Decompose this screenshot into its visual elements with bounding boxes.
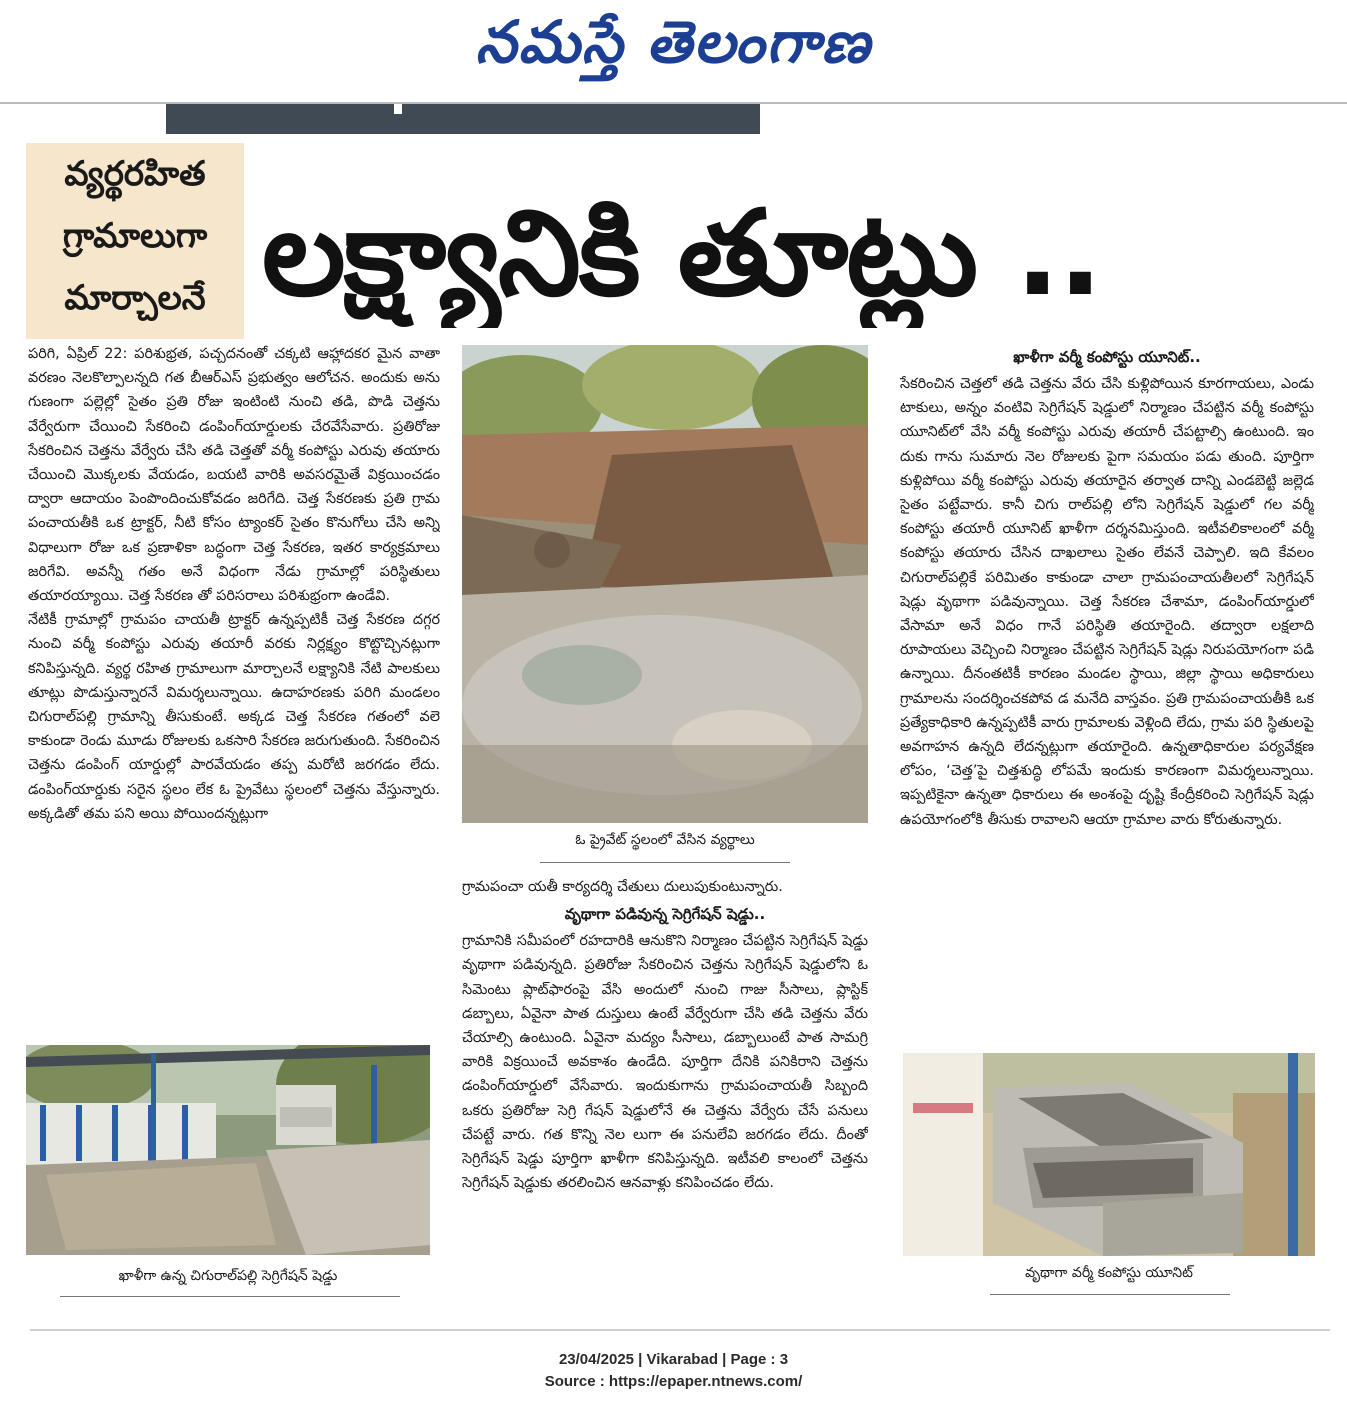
article-paragraph: గ్రామానికి సమీపంలో రహదారికి ఆనుకొని నిర్మాణం చేపట్టిన సెగ్రిగేషన్ షెడ్డు వృథాగా పడివున్నది. ప్రతిరోజు సేకరించిన చెత్తను సెగ్రిగేషన్ షెడ్డులోని ఓ సిమెంటు ప్లాట్‌ఫారంపై వేసి అందులో నుంచి గాజు సీసాలు, ప్లాస్టిక్ డబ్బాలు, ఏవైనా పాత దుస్తులు ఉంటే వేర్వేరుగా చేసి తడి చెత్తను వేరు చేయాల్సి ఉంటుంది. ఏవైనా మద్యం సీసాలు, డబ్బాలుంటే పాత సామగ్రి వారికి విక్రయించే అవకాశం ఉండేది. పూర్తిగా దేనికి పనికిరాని చెత్తను డంపింగ్‌యార్డులో వేసేవారు. ఇందుకుగాను గ్రామపంచాయతీ సిబ్బంది ఒకరు ప్రతిరోజు సెగ్రి గేషన్ షెడ్డులోనే ఈ చెత్తను వేర్వేరు చేసే పనులు చేపట్టే వారు. గత కొన్ని నెల లుగా ఈ పనులేవి జరగడం లేదు. దీంతో సెగ్రిగేషన్ షెడ్డు పూర్తిగా ఖాళీగా కనిపిస్తున్నది. ఇటీవలి కాలంలో చెత్తను సెగ్రిగేషన్ షెడ్డుకు తరలించిన ఆనవాళ్లు కనిపించడం లేదు. (462, 933, 868, 1192)
kicker-line: గ్రామాలుగా (62, 216, 208, 256)
photo-vermi-compost-unit (903, 1053, 1315, 1256)
segregation-shed-image (26, 1045, 430, 1255)
article-paragraph: పరిగి, ఏప్రిల్ 22: పరిశుభ్రత, పచ్చదనంతో చక్కటి ఆహ్లాదకర మైన వాతా వరణం నెలకొల్పాలన్నది గత బీఆర్ఎస్ ప్రభుత్వం ఆలోచన. అందుకు అను గుణంగా పల్లెల్లో సైతం ప్రతి రోజు ఇంటింటి నుంచి తడి, పొడి చెత్తను వేర్వేరుగా చేయించి సేకరించి డంపింగ్‌యార్డులకు చేరవేసేవారు. ప్రతిరోజు సేకరించిన చెత్తను వేర్వేరు చేసి తడి చెత్తతో వర్మీ కంపోస్టు ఎరువు తయారు చేయించి మొక్కలకు వేయడం, బయటి వారికి అవసరమైతే విక్రయించడం ద్వారా ఆదాయం పెంపొందించుకోవడం జరిగేది. చెత్త సేకరణకు ప్రతి గ్రామ పంచాయతీకి ఒక ట్రాక్టర్, నీటి కోసం ట్యాంకర్ సైతం కొనుగోలు చేసి అన్ని విధాలుగా రోజు ఒక ప్రణాళికా బద్ధంగా చెత్త సేకరణ, ఇతర కార్యక్రమాలు జరిగేవి. అవన్నీ గతం అనే విధంగా నేడు గ్రామాల్లో పరిస్థితులు తయారయ్యాయి. చెత్త సేకరణ తో పరిసరాలు పరిశుభ్రంగా ఉండేవి. (28, 346, 440, 605)
photo-caption-vermi-compost-unit: వృథాగా వర్మీ కంపోస్టు యూనిట్ (1025, 1265, 1193, 1281)
masthead (0, 0, 1347, 100)
footer-edition-info: 23/04/2025 | Vikarabad | Page : 3 (558, 1351, 789, 1368)
article-column-2 (462, 875, 868, 1305)
section-bar-mark (394, 104, 402, 114)
caption-underline (990, 1294, 1230, 1295)
photo-caption-dumping-site: ఓ ప్రైవేట్ స్థలంలో వేసిన వ్యర్థాలు (575, 832, 755, 848)
photo-dumping-site (462, 345, 868, 823)
article-column-1 (28, 342, 440, 1032)
footer-source: Source : https://epaper.ntnews.com/ (544, 1373, 803, 1390)
dumping-site-image (462, 345, 868, 823)
article-paragraph: సేకరించిన చెత్తలో తడి చెత్తను వేరు చేసి కుళ్లిపోయిన కూరగాయలు, ఎండు టాకులు, అన్నం వంటివి సెగ్రిగేషన్ షెడ్డులో నిర్మాణం చేపట్టిన వర్మీ కంపోస్టు యూనిట్‌లో వేసి వర్మీ కంపోస్టు ఎరువు తయారీ చేపట్టాల్సి ఉంటుంది. ఇం దుకు గాను సుమారు నెల రోజులకు పైగా సమయం పడు తుంది. పూర్తిగా కుళ్లిపోయి వర్మీ కంపోస్టు ఎరువు తయారైన తర్వాత దాన్ని ఎండబెట్టి జల్లెడ సైతం పట్టేవారు. కానీ చిగు రాల్‌పల్లి లోని సెగ్రిగేషన్ షెడ్డులో గల వర్మీ కంపోస్టు తయారీ యూనిట్ ఖాళీగా దర్శనమిస్తుంది. ఇటీవలికాలంలో వర్మీ కంపోస్టు తయారు చేసిన దాఖలాలు సైతం లేవనే చెప్పాలి. ఇది కేవలం చిగురాల్‌పల్లికే పరిమితం కాకుండా చాలా గ్రామపంచాయతీలలో సెగ్రిగేషన్ షెడ్లు వృథాగా పడివున్నాయి. చెత్త సేకరణ చేశామా, డంపింగ్‌యార్డులో వేసామా అనే విధం గానే పరిస్థితి తయారైంది. తద్వారా లక్షలాది రూపాయలు వెచ్చించి నిర్మాణం చేపట్టిన సెగ్రిగేషన్ షెడ్లు నిరుపయోగంగా పడి ఉన్నాయి. దీనంతటికీ కారణం మండల స్థాయి, జిల్లా స్థాయి అధికారులు గ్రామాలను సందర్శించకపోవ డ మనేది వాస్తవం. ప్రతి గ్రామపంచాయతీకి ఒక ప్రత్యేకాధికారి ఉన్నప్పటికీ వారు గ్రామాలకు వెళ్లింది లేదు, గ్రామ పరి స్థితులపై అవగాహన ఉన్నది లేదన్నట్లుగా తయారైంది. ఉన్నతాధికారుల పర్యవేక్షణ లోపం, ‘చెత్త’పై చిత్తశుద్ధి లోపమే ఇందుకు కారణంగా విమర్శలున్నాయి. ఇప్పటికైనా ఉన్నతా ధికారులు ఈ అంశంపై దృష్టి కేంద్రీకరించి సెగ్రిగేషన్ షెడ్లు ఉపయోగంలోకి తీసుకు రావాలని ఆయా గ్రామాల వారు కోరుతున్నారు. (900, 376, 1314, 828)
caption-underline (540, 862, 790, 863)
vermi-compost-unit-image (903, 1053, 1315, 1256)
subheading-segregation-shed: వృథాగా పడివున్న సెగ్రిగేషన్ షెడ్డు.. (564, 905, 766, 924)
kicker-line: వ్యర్థరహిత (64, 154, 206, 194)
footer-divider (30, 1329, 1330, 1331)
photo-caption-segregation-shed: ఖాళీగా ఉన్న చిగురాల్‌పల్లి సెగ్రిగేషన్ షెడ్డు (118, 1268, 338, 1284)
article-paragraph: గ్రామపంచా యతీ కార్యదర్శి చేతులు దులుపుకుంటున్నారు. (462, 879, 783, 895)
subheading-vermi-compost: ఖాళీగా వర్మీ కంపోస్టు యూనిట్.. (1013, 348, 1201, 366)
kicker-box (26, 143, 244, 339)
kicker-line: మార్చాలనే (64, 278, 206, 318)
newspaper-logo: నమస్తే తెలంగాణ (475, 8, 872, 76)
photo-segregation-shed (26, 1045, 430, 1255)
section-bar (166, 104, 760, 134)
article-column-3 (900, 342, 1314, 1042)
caption-underline (60, 1296, 400, 1297)
article-paragraph: నేటికీ గ్రామాల్లో గ్రామపం చాయతీ ట్రాక్టర్ ఉన్నప్పటికీ చెత్త సేకరణ దగ్గర నుంచి వర్మీ కంపోస్టు ఎరువు తయారీ వరకు నిర్లక్ష్యం కొట్టొచ్చినట్లుగా కనిపిస్తున్నది. వ్యర్థ రహిత గ్రామాలుగా మార్చాలనే లక్ష్యానికి నేటి పాలకులు తూట్లు పొడుస్తున్నారనే విమర్శలున్నాయి. ఉదాహరణకు పరిగి మండలం చిగురాల్‌పల్లి గ్రామాన్ని తీసుకుంటే. అక్కడ చెత్త సేకరణ గతంలో వలె కాకుండా రెండు మూడు రోజులకు ఒకసారి సేకరణ జరుగుతుంది. సేకరించిన చెత్తను డంపింగ్ యార్డుల్లో పారవేయడం తప్ప మరోటి జరగడం లేదు. డంపింగ్‌యార్డుకు సరైన స్థలం లేక ఓ ప్రైవేటు స్థలంలో చెత్తను వేస్తున్నారు. అక్కడితో తమ పని అయి పోయిందన్నట్లుగా (28, 612, 440, 822)
headline: లక్ష్యానికి తూట్లు .. (262, 184, 1101, 322)
